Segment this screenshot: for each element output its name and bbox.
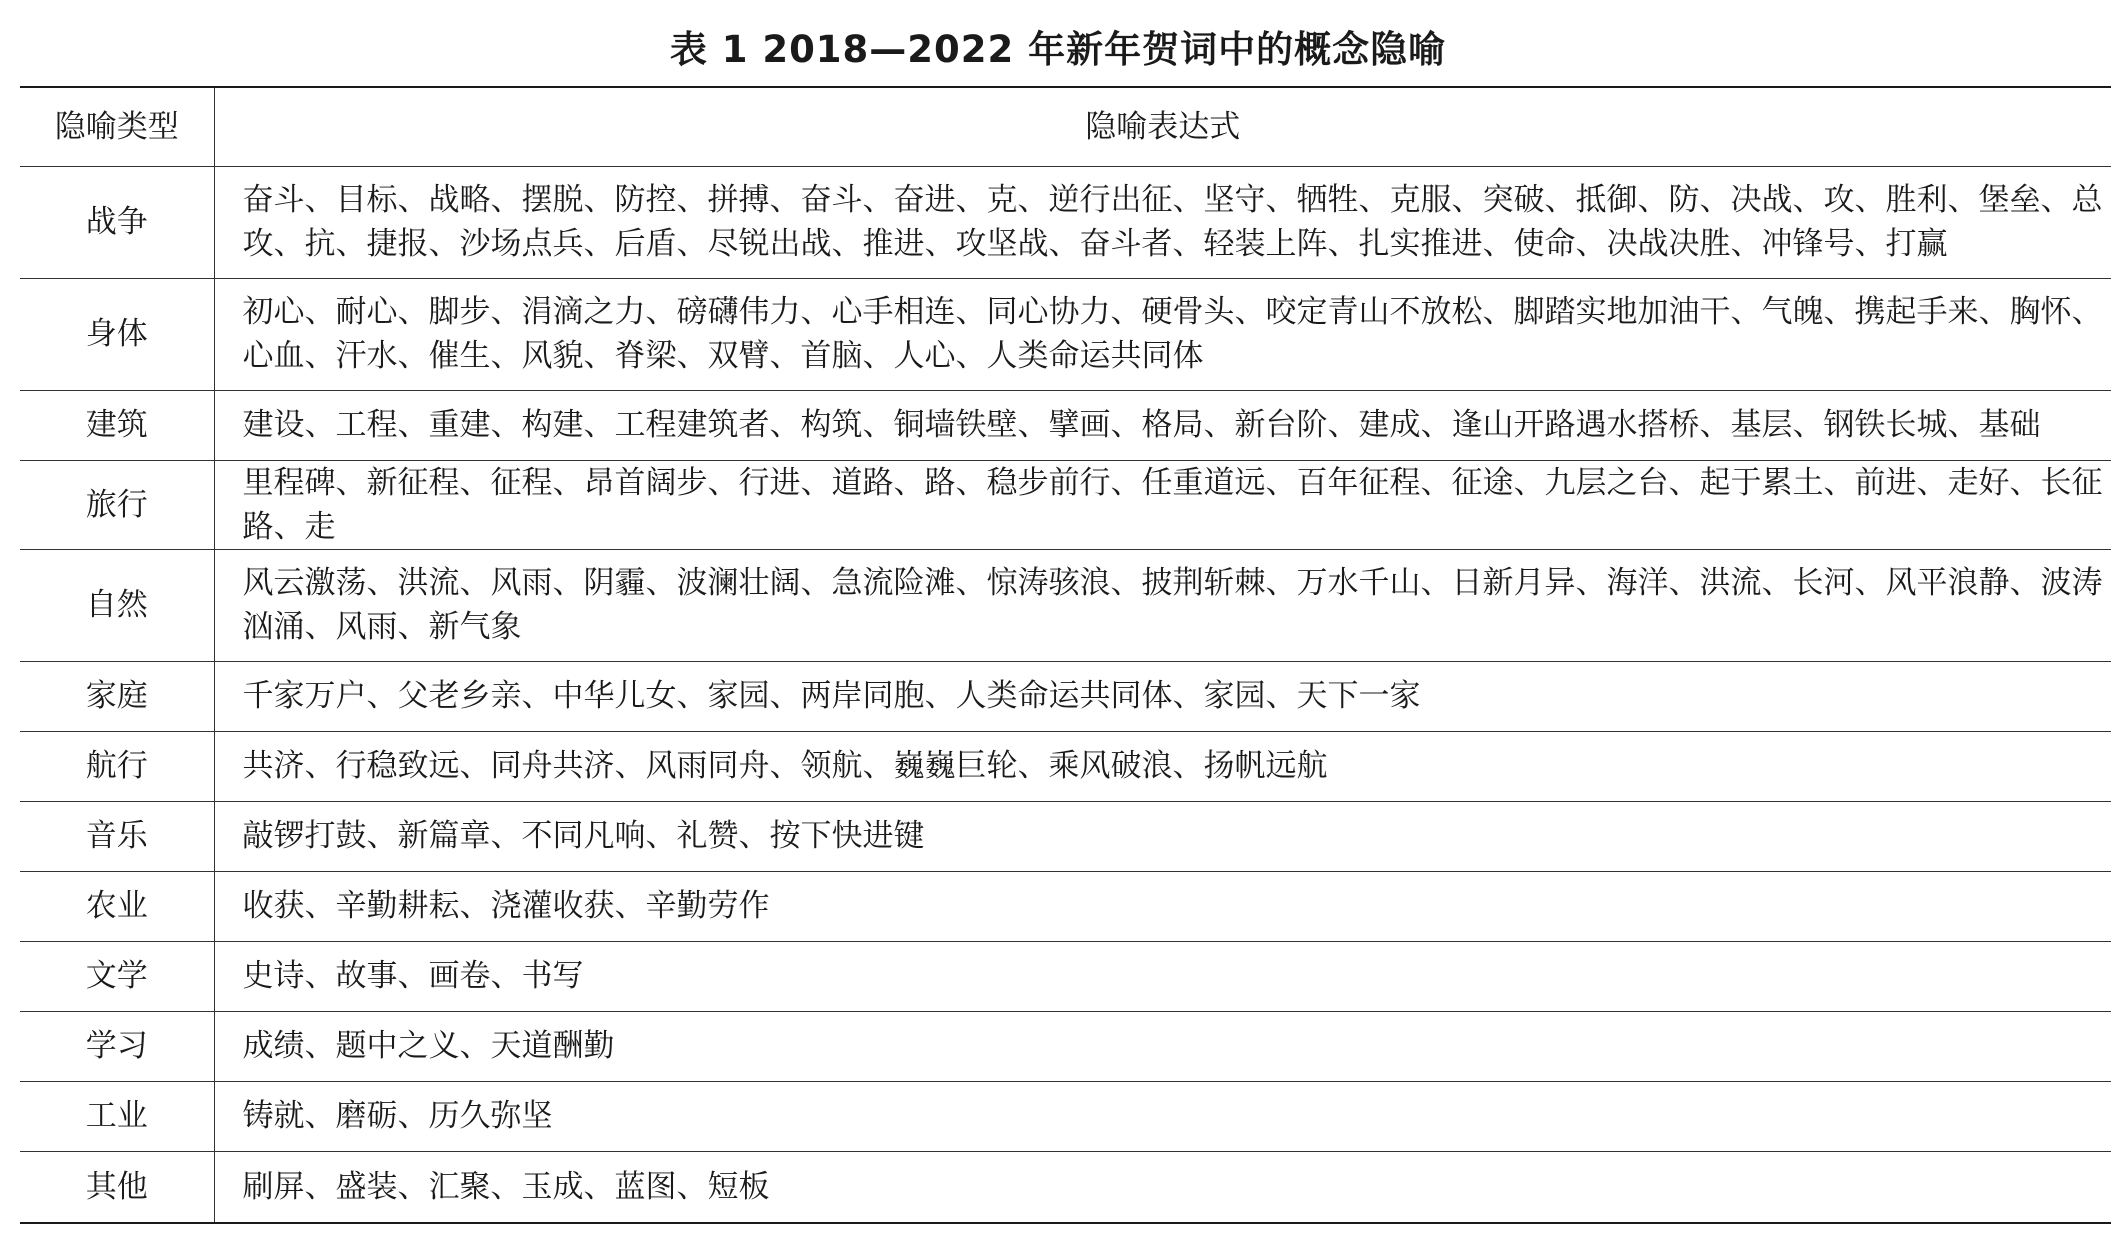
metaphor-type-cell: 音乐 (20, 801, 214, 871)
metaphor-type-cell: 学习 (20, 1011, 214, 1081)
table-row (20, 1151, 2111, 1223)
metaphor-expression-cell: 里程碑、新征程、征程、昂首阔步、行进、道路、路、稳步前行、任重道远、百年征程、征途、九层之台、起于累土、前进、走好、长征路、走 (214, 460, 2111, 549)
metaphor-expression-cell: 奋斗、目标、战略、摆脱、防控、拼搏、奋斗、奋进、克、逆行出征、坚守、牺牲、克服、突破、抵御、防、决战、攻、胜利、堡垒、总攻、抗、捷报、沙场点兵、后盾、尽锐出战、推进、攻坚战、奋斗者、轻装上阵、扎实推进、使命、决战决胜、冲锋号、打赢 (214, 166, 2111, 278)
metaphor-type-cell: 建筑 (20, 390, 214, 460)
table-row (20, 801, 2111, 871)
metaphor-expression-cell: 千家万户、父老乡亲、中华儿女、家园、两岸同胞、人类命运共同体、家园、天下一家 (214, 661, 2111, 731)
metaphor-type-cell: 文学 (20, 941, 214, 1011)
metaphor-type-cell: 工业 (20, 1081, 214, 1151)
metaphor-expression-cell: 风云激荡、洪流、风雨、阴霾、波澜壮阔、急流险滩、惊涛骇浪、披荆斩棘、万水千山、日新月异、海洋、洪流、长河、风平浪静、波涛汹涌、风雨、新气象 (214, 549, 2111, 661)
metaphor-expression-cell: 史诗、故事、画卷、书写 (214, 941, 2111, 1011)
metaphor-expression-cell: 初心、耐心、脚步、涓滴之力、磅礴伟力、心手相连、同心协力、硬骨头、咬定青山不放松、脚踏实地加油干、气魄、携起手来、胸怀、心血、汗水、催生、风貌、脊梁、双臂、首脑、人心、人类命运共同体 (214, 278, 2111, 390)
table-row (20, 1011, 2111, 1081)
table-row (20, 871, 2111, 941)
metaphor-type-cell: 其他 (20, 1151, 214, 1223)
metaphor-table (20, 86, 2111, 1224)
table-row (20, 460, 2111, 549)
table-row (20, 731, 2111, 801)
table-row (20, 941, 2111, 1011)
metaphor-expression-cell: 收获、辛勤耕耘、浇灌收获、辛勤劳作 (214, 871, 2111, 941)
table-header-row (20, 87, 2111, 166)
table-row (20, 661, 2111, 731)
table-row (20, 549, 2111, 661)
table-row (20, 166, 2111, 278)
table-caption: 表 1 2018—2022 年新年贺词中的概念隐喻 (669, 28, 1447, 71)
metaphor-expression-cell: 共济、行稳致远、同舟共济、风雨同舟、领航、巍巍巨轮、乘风破浪、扬帆远航 (214, 731, 2111, 801)
metaphor-type-cell: 旅行 (20, 460, 214, 549)
table-row (20, 1081, 2111, 1151)
metaphor-expression-cell: 成绩、题中之义、天道酬勤 (214, 1011, 2111, 1081)
metaphor-type-cell: 战争 (20, 166, 214, 278)
metaphor-expression-cell: 刷屏、盛装、汇聚、玉成、蓝图、短板 (214, 1151, 2111, 1223)
header-metaphor-expression: 隐喻表达式 (214, 87, 2111, 166)
metaphor-type-cell: 航行 (20, 731, 214, 801)
table-row (20, 390, 2111, 460)
metaphor-expression-cell: 敲锣打鼓、新篇章、不同凡响、礼赞、按下快进键 (214, 801, 2111, 871)
metaphor-expression-cell: 建设、工程、重建、构建、工程建筑者、构筑、铜墙铁壁、擘画、格局、新台阶、建成、逢山开路遇水搭桥、基层、钢铁长城、基础 (214, 390, 2111, 460)
metaphor-type-cell: 自然 (20, 549, 214, 661)
header-metaphor-type: 隐喻类型 (20, 87, 214, 166)
metaphor-type-cell: 家庭 (20, 661, 214, 731)
metaphor-expression-cell: 铸就、磨砺、历久弥坚 (214, 1081, 2111, 1151)
metaphor-type-cell: 农业 (20, 871, 214, 941)
table-row (20, 278, 2111, 390)
metaphor-type-cell: 身体 (20, 278, 214, 390)
